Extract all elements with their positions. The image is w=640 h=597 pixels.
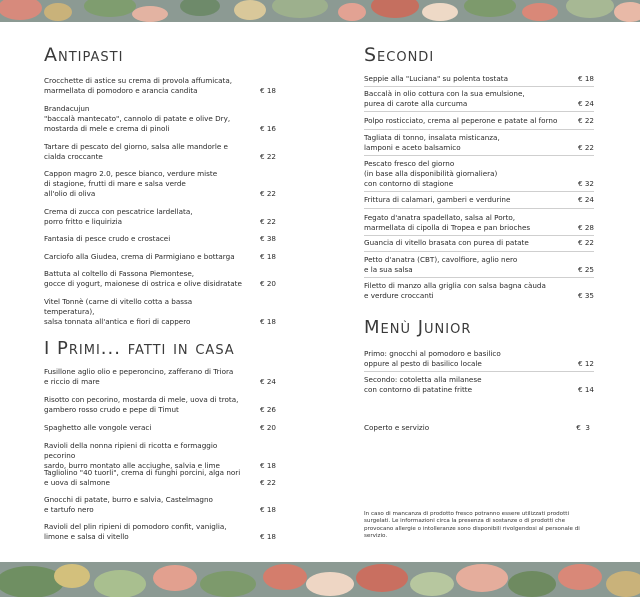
item-price: € 35: [577, 291, 594, 300]
menu-item: [44, 423, 276, 433]
menu-item: [44, 169, 276, 199]
menu-item: [364, 74, 594, 84]
menu-item: [44, 495, 276, 515]
item-price: € 24: [577, 99, 594, 108]
divider: [364, 277, 594, 278]
item-price: € 28: [577, 223, 594, 232]
item-description: Guancia di vitello brasata con purea di patate: [364, 238, 529, 247]
item-price: € 32: [577, 179, 594, 188]
primi-title: I Primi... fatti in casa: [44, 338, 235, 359]
item-price: € 18: [259, 317, 276, 326]
menu-item: [44, 104, 276, 134]
item-description: Pescato fresco del giorno (in base alla disponibilità giornaliera) con contorno di stagione: [364, 159, 498, 188]
item-price: € 12: [577, 359, 594, 368]
item-description: Seppie alla "Luciana" su polenta tostata: [364, 74, 508, 83]
item-description: Secondo: cotoletta alla milanese con contorno di patatine fritte: [364, 375, 482, 394]
item-price: € 22: [259, 189, 276, 198]
item-description: Primo: gnocchi al pomodoro e basilico oppure al pesto di basilico locale: [364, 349, 501, 368]
secondi-title: Secondi: [364, 44, 435, 66]
item-price: € 18: [577, 74, 594, 83]
item-price: € 18: [259, 252, 276, 261]
item-description: Cappon magro 2.0, pesce bianco, verdure miste di stagione, frutti di mare e salsa verde all'olio di oliva: [44, 169, 218, 198]
item-price: € 22: [259, 478, 276, 487]
item-price: € 18: [259, 461, 276, 470]
divider: [364, 86, 594, 87]
menu-page: [0, 22, 640, 562]
item-description: Carciofo alla Giudea, crema di Parmigiano e bottarga: [44, 252, 235, 261]
menu-item: [364, 281, 594, 301]
antipasti-title: Antipasti: [44, 44, 124, 66]
item-description: Fantasia di pesce crudo e crostacei: [44, 234, 171, 243]
item-price: € 22: [577, 143, 594, 152]
divider: [364, 129, 594, 130]
menu-item: [44, 395, 276, 415]
menu-item: [364, 159, 594, 189]
menu-item: [44, 441, 276, 471]
menu-item: [44, 468, 276, 488]
item-description: Tagliata di tonno, insalata misticanza, lamponi e aceto balsamico: [364, 133, 500, 152]
menu-item: [364, 195, 594, 205]
divider: [364, 235, 594, 236]
menu-item: [44, 142, 276, 162]
item-price: € 18: [259, 505, 276, 514]
junior-title: Menù Junior: [364, 317, 472, 338]
menu-item: [364, 133, 594, 153]
divider: [364, 155, 594, 156]
item-price: € 22: [577, 116, 594, 125]
coperto-price: € 3: [576, 423, 590, 432]
coperto-row: [364, 423, 594, 433]
item-price: € 22: [577, 238, 594, 247]
divider: [364, 111, 594, 112]
item-description: Polpo rosticciato, crema al peperone e patate al forno: [364, 116, 558, 125]
coperto-label: Coperto e servizio: [364, 423, 430, 432]
item-description: Filetto di manzo alla griglia con salsa bagna càuda e verdure croccanti: [364, 281, 546, 300]
item-price: € 20: [259, 279, 276, 288]
item-price: € 18: [259, 86, 276, 95]
allergen-footnote: In caso di mancanza di prodotto fresco potranno essere utilizzati prodotti surgelati. Le informazioni circa la presenza di sostanze o di prodotti che provocano allergie o intolleranze sono disponibili rivolgendosi al personale di servizio.: [364, 511, 580, 540]
menu-item: [364, 349, 594, 369]
item-price: € 22: [259, 152, 276, 161]
item-price: € 14: [577, 385, 594, 394]
item-price: € 18: [259, 532, 276, 541]
item-description: Petto d'anatra (CBT), cavolfiore, aglio nero e la sua salsa: [364, 255, 518, 274]
item-price: € 38: [259, 234, 276, 243]
item-description: Spaghetto alle vongole veraci: [44, 423, 152, 432]
floral-border-bottom: [0, 562, 640, 597]
item-price: € 24: [577, 195, 594, 204]
item-description: Baccalà in olio cottura con la sua emulsione, purea di carote alla curcuma: [364, 89, 525, 108]
item-price: € 20: [259, 423, 276, 432]
item-price: € 16: [259, 124, 276, 133]
menu-item: [44, 367, 276, 387]
item-description: Ravioli della nonna ripieni di ricotta e formaggio pecorino sardo, burro montato alle acciughe, salvia e lime: [44, 441, 220, 470]
menu-item: [364, 255, 594, 275]
item-description: Brandacujun "baccalà mantecato", cannolo di patate e olive Dry, mostarda di mele e crema di pinoli: [44, 104, 231, 133]
item-description: Fegato d'anatra spadellato, salsa al Porto, marmellata di cipolla di Tropea e pan brioches: [364, 213, 531, 232]
divider: [364, 208, 594, 209]
item-price: € 24: [259, 377, 276, 386]
item-description: Vitel Tonnè (carne di vitello cotta a bassa temperatura), salsa tonnata all'antica e fiori di cappero: [44, 297, 193, 326]
item-description: Tartare di pescato del giorno, salsa alle mandorle e cialda croccante: [44, 142, 228, 161]
divider: [364, 371, 594, 372]
item-description: Frittura di calamari, gamberi e verdurine: [364, 195, 511, 204]
item-description: Crema di zucca con pescatrice lardellata, porro fritto e liquirizia: [44, 207, 193, 226]
menu-item: [44, 297, 276, 327]
divider: [364, 251, 594, 252]
menu-item: [44, 522, 276, 542]
item-price: € 25: [577, 265, 594, 274]
menu-item: [364, 89, 594, 109]
item-description: Battuta al coltello di Fassona Piemontese, gocce di yogurt, maionese di ostrica e olive disidratate: [44, 269, 242, 288]
menu-item: [364, 375, 594, 395]
menu-item: [364, 213, 594, 233]
menu-item: [364, 116, 594, 126]
menu-item: [364, 238, 594, 248]
item-price: € 22: [259, 217, 276, 226]
menu-item: [44, 269, 276, 289]
item-description: Crocchette di astice su crema di provola affumicata, marmellata di pomodoro e arancia candita: [44, 76, 233, 95]
menu-item: [44, 76, 276, 96]
menu-item: [44, 207, 276, 227]
item-description: Gnocchi di patate, burro e salvia, Castelmagno e tartufo nero: [44, 495, 213, 514]
item-price: € 26: [259, 405, 276, 414]
item-description: Ravioli del plin ripieni di pomodoro confit, vaniglia, limone e salsa di vitello: [44, 522, 227, 541]
item-description: Fusillone aglio olio e peperoncino, zafferano di Triora e riccio di mare: [44, 367, 234, 386]
floral-border-top: [0, 0, 640, 22]
divider: [364, 191, 594, 192]
item-description: Risotto con pecorino, mostarda di mele, uova di trota, gambero rosso crudo e pepe di Timut: [44, 395, 239, 414]
item-description: Tagliolino "40 tuorli", crema di funghi porcini, alga nori e uova di salmone: [44, 468, 241, 487]
menu-item: [44, 252, 276, 262]
menu-item: [44, 234, 276, 244]
